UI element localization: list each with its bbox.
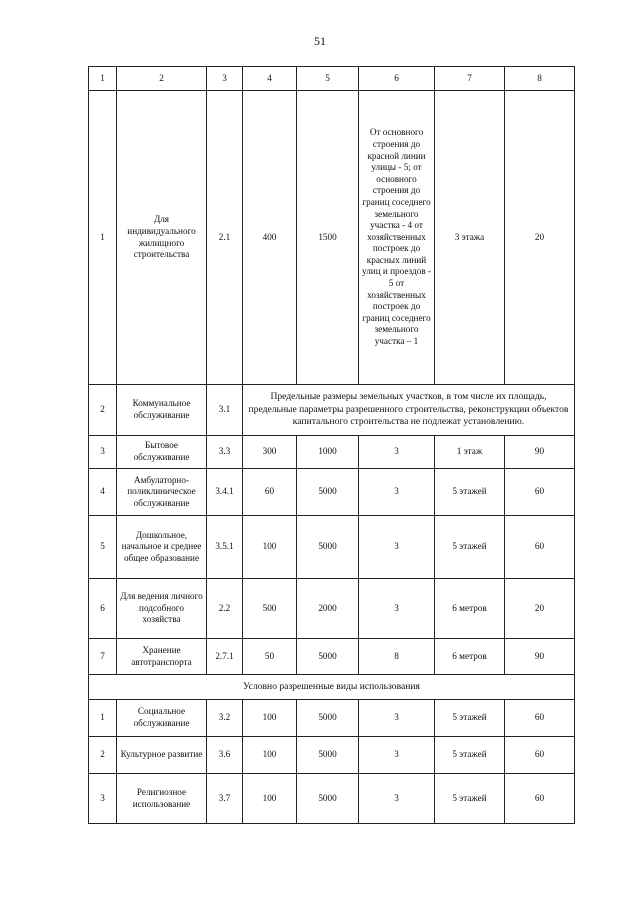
coverage: 60: [505, 516, 575, 579]
use-code: 3.7: [207, 774, 243, 824]
max-area: 2000: [297, 579, 359, 639]
coverage: 90: [505, 639, 575, 675]
max-area: 5000: [297, 516, 359, 579]
setback: 8: [359, 639, 435, 675]
max-floors: 6 метров: [435, 639, 505, 675]
setback: 3: [359, 737, 435, 774]
use-code: 2.1: [207, 91, 243, 385]
table-row: [89, 579, 575, 639]
min-area: 100: [243, 516, 297, 579]
table-row: [89, 91, 575, 385]
table-row: [89, 385, 575, 436]
max-area: 1500: [297, 91, 359, 385]
use-code: 2.2: [207, 579, 243, 639]
use-name: Дошкольное, начальное и среднее общее образование: [117, 516, 207, 579]
min-area: 100: [243, 737, 297, 774]
coverage: 60: [505, 774, 575, 824]
use-code: 2.7.1: [207, 639, 243, 675]
row-number: 3: [89, 774, 117, 824]
row-number: 4: [89, 469, 117, 516]
use-name: Для ведения личного подсобного хозяйства: [117, 579, 207, 639]
use-name: Для индивидуального жилищного строительства: [117, 91, 207, 385]
use-name: Амбулаторно-поликлиническое обслуживание: [117, 469, 207, 516]
min-area: 400: [243, 91, 297, 385]
header-cell: 5: [297, 67, 359, 91]
row-number: 1: [89, 700, 117, 737]
coverage: 20: [505, 579, 575, 639]
row-number: 7: [89, 639, 117, 675]
use-name: Социальное обслуживание: [117, 700, 207, 737]
setback: 3: [359, 516, 435, 579]
max-area: 5000: [297, 639, 359, 675]
row-number: 2: [89, 737, 117, 774]
max-floors: 5 этажей: [435, 774, 505, 824]
setback: 3: [359, 774, 435, 824]
max-floors: 5 этажей: [435, 737, 505, 774]
min-area: 60: [243, 469, 297, 516]
setback: 3: [359, 436, 435, 469]
use-name: Культурное развитие: [117, 737, 207, 774]
table-row: [89, 639, 575, 675]
min-area: 100: [243, 700, 297, 737]
setback-note: От основного строения до красной линии улицы - 5; от основного строения до границ соседнего земельного участка - 4 от хозяйственных построек до красных линий улиц и проездов - 5 от хозяйственных построек до границ соседнего земельного участка – 1: [359, 91, 435, 385]
min-area: 50: [243, 639, 297, 675]
min-area: 500: [243, 579, 297, 639]
coverage: 20: [505, 91, 575, 385]
table-row: [89, 737, 575, 774]
use-code: 3.2: [207, 700, 243, 737]
max-area: 5000: [297, 700, 359, 737]
max-floors: 5 этажей: [435, 516, 505, 579]
min-area: 300: [243, 436, 297, 469]
header-cell: 2: [117, 67, 207, 91]
row-number: 2: [89, 385, 117, 436]
table-row: [89, 774, 575, 824]
coverage: 90: [505, 436, 575, 469]
setback: 3: [359, 469, 435, 516]
section-title: Условно разрешенные виды использования: [89, 675, 575, 700]
use-name: Религиозное использование: [117, 774, 207, 824]
table-row: [89, 436, 575, 469]
use-code: 3.6: [207, 737, 243, 774]
header-cell: 8: [505, 67, 575, 91]
table-row: [89, 700, 575, 737]
table-row: [89, 516, 575, 579]
coverage: 60: [505, 700, 575, 737]
row-number: 3: [89, 436, 117, 469]
row-number: 5: [89, 516, 117, 579]
use-name: Хранение автотранспорта: [117, 639, 207, 675]
land-use-parameters-table: [88, 66, 575, 824]
max-floors: 1 этаж: [435, 436, 505, 469]
header-cell: 3: [207, 67, 243, 91]
setback: 3: [359, 579, 435, 639]
page-number: 51: [314, 34, 326, 48]
not-established-note: Предельные размеры земельных участков, в том числе их площадь, предельные параметры разрешенного строительства, реконструкции объектов капитального строительства не подлежат установлению.: [243, 385, 575, 436]
use-name: Коммунальное обслуживание: [117, 385, 207, 436]
use-code: 3.3: [207, 436, 243, 469]
section-row: [89, 675, 575, 700]
header-cell: 6: [359, 67, 435, 91]
max-area: 1000: [297, 436, 359, 469]
use-name: Бытовое обслуживание: [117, 436, 207, 469]
max-floors: 5 этажей: [435, 469, 505, 516]
row-number: 1: [89, 91, 117, 385]
max-floors: 6 метров: [435, 579, 505, 639]
max-floors: 3 этажа: [435, 91, 505, 385]
use-code: 3.4.1: [207, 469, 243, 516]
table-header-row: [89, 67, 575, 91]
setback: 3: [359, 700, 435, 737]
max-area: 5000: [297, 774, 359, 824]
use-code: 3.1: [207, 385, 243, 436]
table-row: [89, 469, 575, 516]
header-cell: 7: [435, 67, 505, 91]
use-code: 3.5.1: [207, 516, 243, 579]
max-area: 5000: [297, 737, 359, 774]
max-area: 5000: [297, 469, 359, 516]
max-floors: 5 этажей: [435, 700, 505, 737]
coverage: 60: [505, 469, 575, 516]
coverage: 60: [505, 737, 575, 774]
header-cell: 1: [89, 67, 117, 91]
min-area: 100: [243, 774, 297, 824]
row-number: 6: [89, 579, 117, 639]
header-cell: 4: [243, 67, 297, 91]
